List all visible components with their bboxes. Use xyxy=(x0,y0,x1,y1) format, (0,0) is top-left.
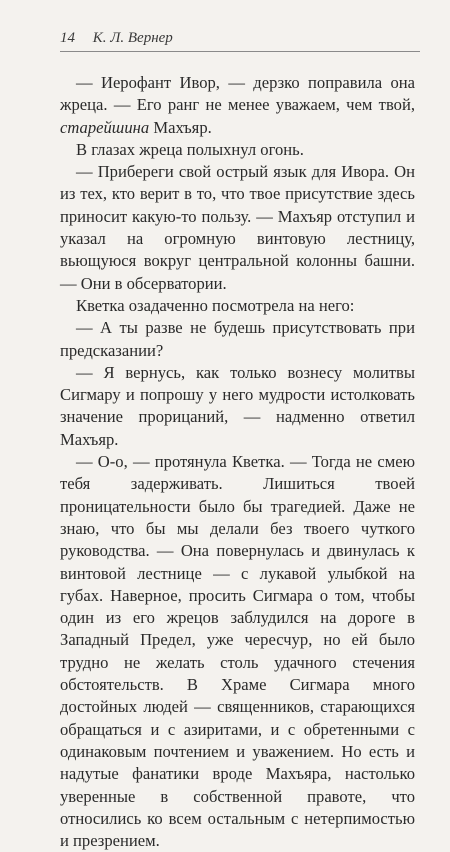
text-run: — А ты разве не будешь присутствовать при предсказании? xyxy=(60,318,415,360)
text-run: — Прибереги свой острый язык для Ивора. Он из тех, кто верит в то, что твое присутствие здесь приносит какую-то пользу. — Махъяр отступил и указал на огромную винтовую лестницу, вьющуюся вокруг центральной колонны башни. — Они в обсерватории. xyxy=(60,162,415,293)
text-run: В глазах жреца полыхнул огонь. xyxy=(76,139,304,159)
body-text xyxy=(60,72,415,852)
italic-text: старейшина xyxy=(60,117,150,137)
paragraph xyxy=(60,451,415,852)
paragraph xyxy=(60,362,415,451)
paragraph xyxy=(60,161,415,295)
page-number: 14 xyxy=(60,30,75,46)
running-header-author: К. Л. Вернер xyxy=(92,30,173,46)
running-header xyxy=(60,30,420,52)
paragraph xyxy=(60,72,415,139)
text-run: Кветка озадаченно посмотрела на него: xyxy=(76,295,355,315)
text-run: — Я вернусь, как только вознесу молитвы Сигмару и попрошу у него мудрости истолковать значение прорицаний, — надменно ответил Махъяр. xyxy=(60,362,415,449)
paragraph xyxy=(60,295,415,317)
text-run: — О-о, — протянула Кветка. — Тогда не смею тебя задерживать. Лишиться твоей проницательности было бы трагедией. Даже не знаю, что бы мы делали без твоего чуткого руководства. — Она повернулась и двинулась к винтовой лестнице — с лукавой улыбкой на губах. Наверное, просить Сигмара о том, чтобы один из его жрецов заблудился на дороге в Западный Предел, уже чересчур, но ей было трудно не желать столь удачного стечения обстоятельств. В Храме Сигмара много достойных людей — священников, старающихся обращаться и с азиритами, и с обретенными с одинаковым почтением и уважением. Но есть и надутые фанатики вроде Махъяра, настолько уверенные в собственной правоте, что относились ко всем остальным с нетерпимостью и презрением. xyxy=(60,452,415,851)
text-run: Махъяр. xyxy=(149,117,212,137)
paragraph xyxy=(60,317,415,362)
paragraph xyxy=(60,139,415,161)
text-run: — Иерофант Ивор, — дерзко поправила она жреца. — Его ранг не менее уважаем, чем твой, xyxy=(60,73,415,115)
